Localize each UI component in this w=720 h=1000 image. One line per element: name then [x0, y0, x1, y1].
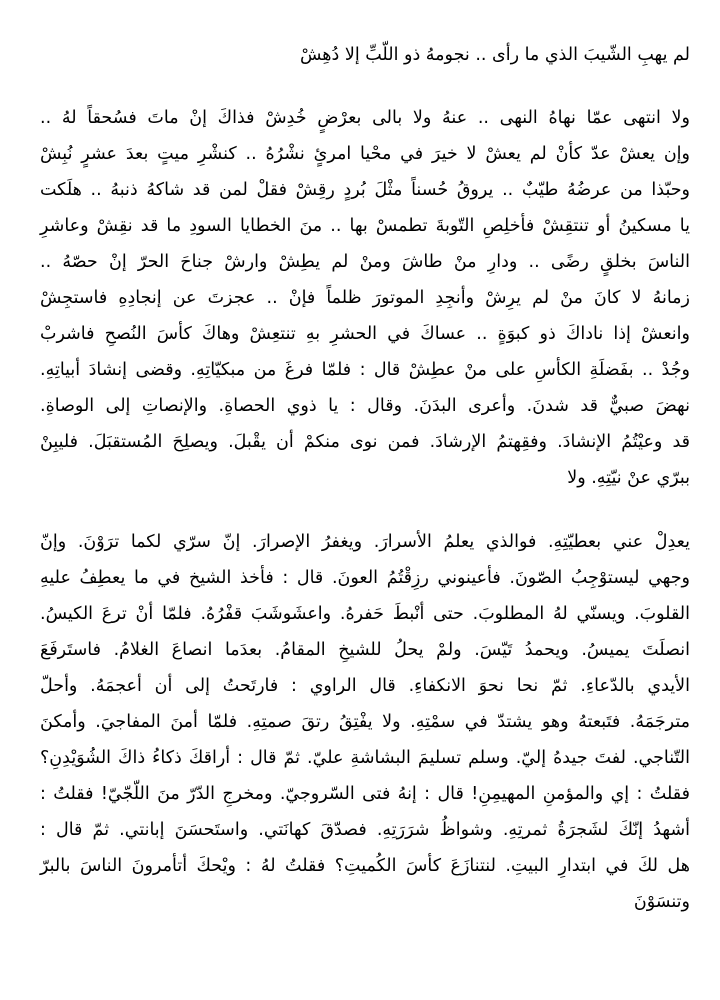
- paragraph-gap: [40, 72, 690, 100]
- text-line: أشهدُ إنّكَ لشَجرَةُ ثمرتِهِ. وشواظُ شرَرَتِهِ. فصدّقَ كهانَتي. واستَحسَنَ إبانتي. ثمّ قال :: [40, 820, 690, 840]
- text-line: ولا انتهى عمّا نهاهُ النهى .. عنهُ ولا بالى بعرْضٍ خُدِشْ فذاكَ إنْ ماتَ فسُحقاً لهُ ..: [40, 108, 690, 128]
- text-line: هل لكَ في ابتدارِ البيتِ. لنتنازَعَ كأسَ الكُميتِ؟ فقلتُ لهُ : ويْحكَ أتأمرونَ الناسَ بالبرّ: [40, 856, 690, 876]
- text-line: يعدِلْ عني بعطيّتِهِ. فوالذي يعلمُ الأسرارَ. ويغفرُ الإصرارَ. إنّ سرّي لكما ترَوْنَ. وإنّ: [40, 532, 690, 552]
- text-line: نهضَ صبيٌّ قد شدنَ. وأعرى البدَنَ. وقال : يا ذوي الحصاةِ. والإنصاتِ إلى الوصاةِ.: [40, 396, 690, 416]
- text-line: وجُدْ .. بفَضلَةِ الكأسِ على منْ عطِشْ قال : فلمّا فرغَ من مبكيّاتِهِ. وقضى إنشادَ أبياتِهِ.: [40, 360, 690, 380]
- text-line: القلوبَ. ويسنّي لهُ المطلوبَ. حتى أنْبطَ حَفرهُ. واعشَوشَبَ قفْرُهُ. فلمّا أنْ ترعَ الكيسُ.: [40, 604, 690, 624]
- text-line: التّناجي. لفتَ جيدهُ إليّ. وسلم تسليمَ البشاشةِ عليّ. ثمّ قال : أراقكَ ذكاءُ ذاكَ الشُوَيْدِنِ؟: [40, 748, 690, 768]
- document-page: [40, 38, 690, 920]
- paragraph-gap: [40, 496, 690, 524]
- text-line: قد وعيْتُمُ الإنشادَ. وفقِهتمُ الإرشادَ. فمن نوى منكمْ أن يقْبلَ. ويصلِحَ المُستقبَلَ. فليبِنْ: [40, 432, 690, 452]
- paragraph-poem: [40, 100, 690, 496]
- text-line: وانعشْ إذا ناداكَ ذو كبوَةٍ .. عساكَ في الحشرِ بهِ تنتعِشْ وهاكَ كأسَ النُصحِ فاشربْ: [40, 324, 690, 344]
- text-line: وجهي ليستوْجِبُ الصّونَ. فأعينوني رزِقْتُمُ العونَ. قال : فأخذ الشيخ في ما يعطِفُ عليهِ: [40, 568, 690, 588]
- text-line: انصلَتَ يميسُ. ويحمدُ تَيّسَ. ولمْ يحلُ للشيخِ المقامُ. بعدَما انصاعَ الغلامُ. فاستَرفَعَ: [40, 640, 690, 660]
- text-line: ببرّي عنْ نيّتِهِ. ولا: [567, 468, 690, 488]
- text-line: فقلتُ : إي والمؤمنِ المهيمِنِ! قال : إنهُ فتى السّروجيّ. ومخرجِ الدّرّ منَ اللّجّيّ! فقلتُ :: [40, 784, 690, 804]
- text-line: زمانهُ لا كانَ منْ لم يرِشْ وأنجِدِ الموتورَ ظلماً فإنْ .. عجزتَ عن إنجادِهِ فاستجِشْ: [40, 288, 690, 308]
- paragraph-opening-verse: [40, 38, 690, 72]
- text-line: لم يهبِ الشّيبَ الذي ما رأى .. نجومهُ ذو اللّبِّ إلا دُهِشْ: [299, 45, 690, 65]
- text-line: وإن يعشْ عدّ كأنْ لم يعشْ لا خيرَ في محْيا امرئٍ نشْرُهُ .. كنشْرِ ميتٍ بعدَ عشرٍ نُبِشْ: [40, 144, 690, 164]
- text-line: الناسَ بخلقٍ رضًى .. ودارِ منْ طاشَ ومنْ لم يطِشْ وارشْ جناحَ الحرّ إنْ حصّهُ ..: [40, 252, 690, 272]
- text-line: وتنسَوْنَ: [633, 892, 690, 912]
- text-line: مترجَمَهُ. فتَبعتهُ وهو يشتدّ في سمْتِهِ. ولا يفْتِقُ رتقَ صمتِهِ. فلمّا أمنَ المفاجيَ. وأمكنَ: [40, 712, 690, 732]
- text-line: وحبّذا من عرضُهُ طيّبٌ .. يروقُ حُسناً مثْلَ بُردٍ رقِشْ فقلْ لمن قد شاكهُ ذنبهُ .. هلَكت: [40, 180, 690, 200]
- text-line: الأيدي بالدّعاءِ. ثمّ نحا نحوَ الانكفاءِ. قال الراوي : فارتَحتُ إلى أن أعجمَهُ. وأحلّ: [40, 676, 690, 696]
- text-line: يا مسكينُ أو تنتقِشْ فأخلِصِ التّوبةَ تطمسْ بها .. منَ الخطايا السودِ ما قد نقِشْ وعاشرِ: [40, 216, 690, 236]
- paragraph-narrative: [40, 524, 690, 920]
